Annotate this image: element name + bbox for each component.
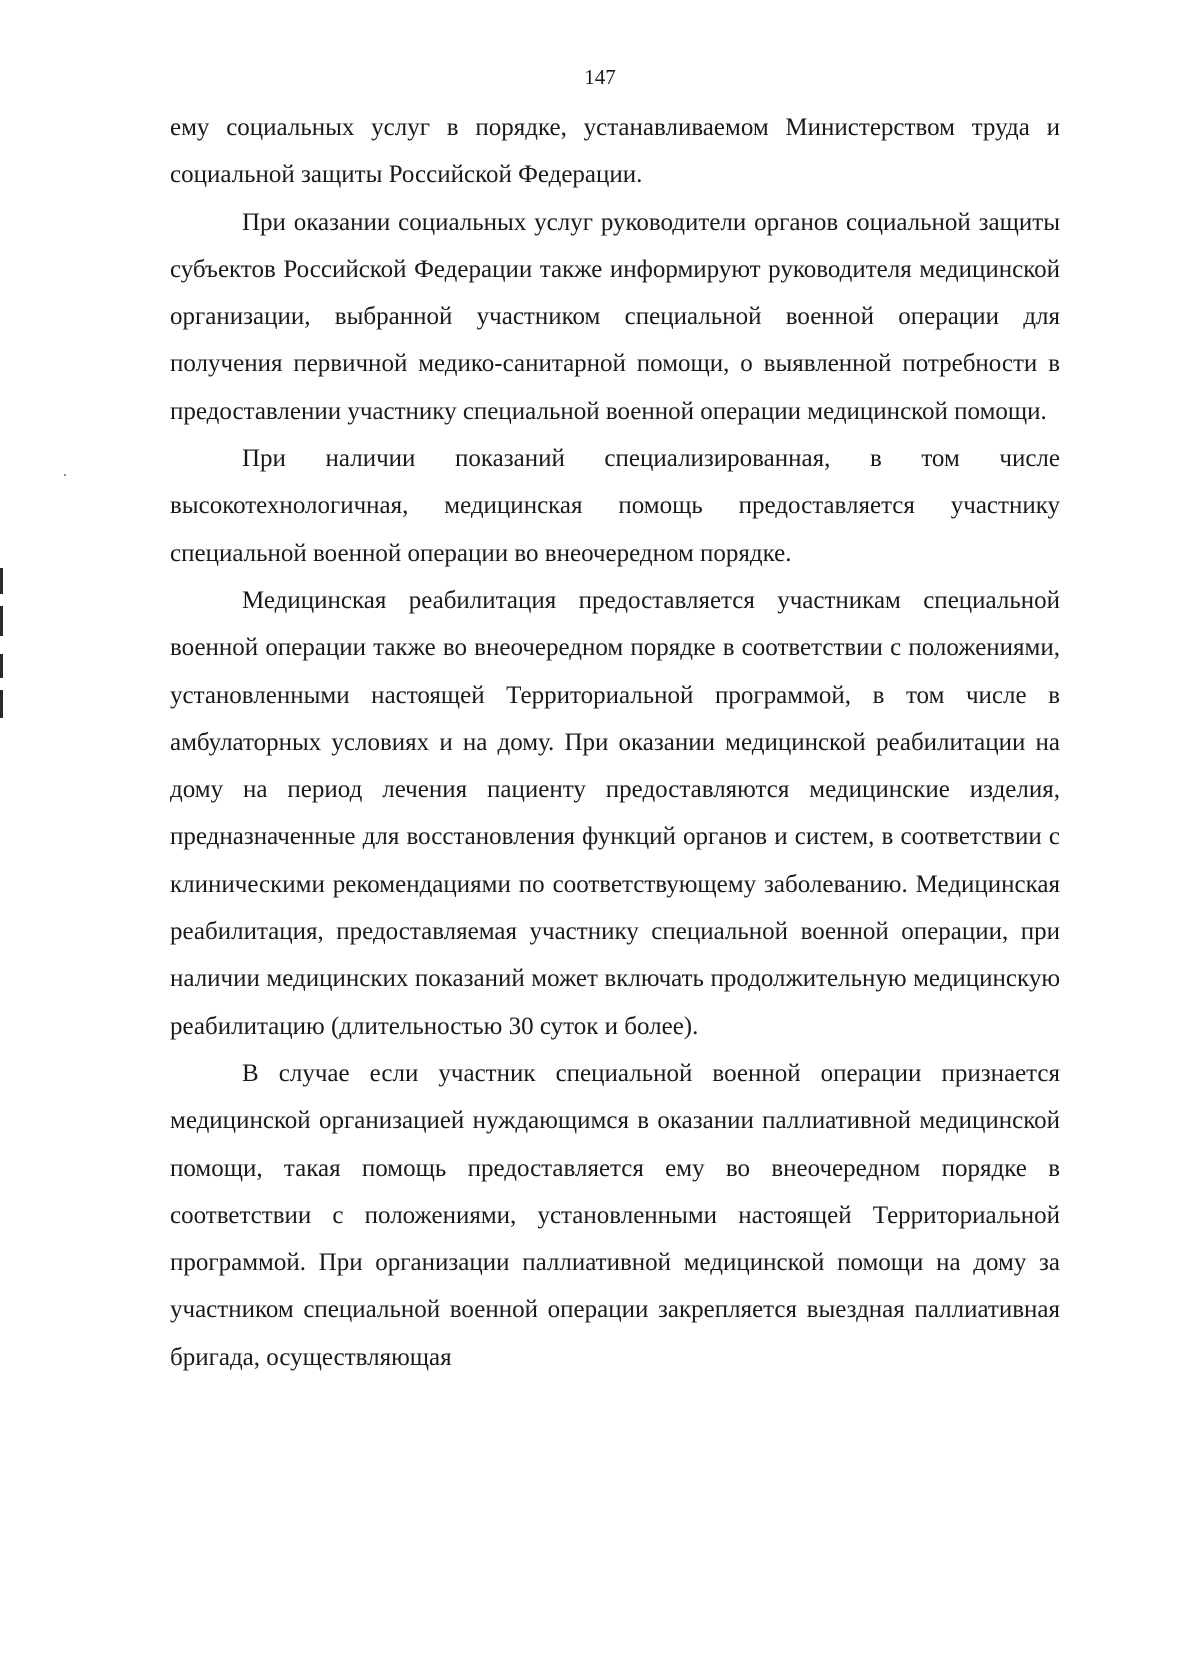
paragraph-5: В случае если участник специальной военной операции признается медицинской организацией нуждающимся в оказании паллиативной медицинской помощи, такая помощь предоставляется ему во внеочередном порядке в соответствии с положениями, установленными настоящей Территориальной программой. При организации паллиативной медицинской помощи на дому за участником специальной военной операции закрепляется выездная паллиативная бригада, осуществляющая [170,1059,1060,1371]
paragraph-4: Медицинская реабилитация предоставляется участникам специальной военной операции также во внеочередном порядке в соответствии с положениями, установленными настоящей Территориальной программой, в том числе в амбулаторных условиях и на дому. При оказании медицинской реабилитации на дому на период лечения пациенту предоставляются медицинские изделия, предназначенные для восстановления функций органов и систем, в соответствии с клиническими рекомендациями по соответствующему заболеванию. Медицинская реабилитация, предоставляемая участнику специальной военной операции, при наличии медицинских показаний может включать продолжительную медицинскую реабилитацию (длительностью 30 суток и более). [170,586,1060,1040]
scan-edge-mark-2 [0,606,3,636]
page-number: 147 [584,65,616,89]
scan-speck [64,474,66,476]
paragraph-1: ему социальных услуг в порядке, устанавливаемом Министерством труда и социальной защиты Российской Федерации. [170,114,1060,189]
paragraph-2: При оказании социальных услуг руководители органов социальной защиты субъектов Российской Федерации также информируют руководителя медицинской организации, выбранной участником специальной военной операции для получения первичной медико-санитарной помощи, о выявленной потребности в предоставлении участнику специальной военной операции медицинской помощи. [170,208,1060,425]
scan-edge-mark-4 [0,690,3,718]
paragraph-3: При наличии показаний специализированная, в том числе высокотехнологичная, медицинская помощь предоставляется участнику специальной военной операции во внеочередном порядке. [170,445,1060,567]
scan-edge-mark-1 [0,568,3,594]
scan-edge-mark-3 [0,654,3,678]
body-text [170,104,1060,1381]
